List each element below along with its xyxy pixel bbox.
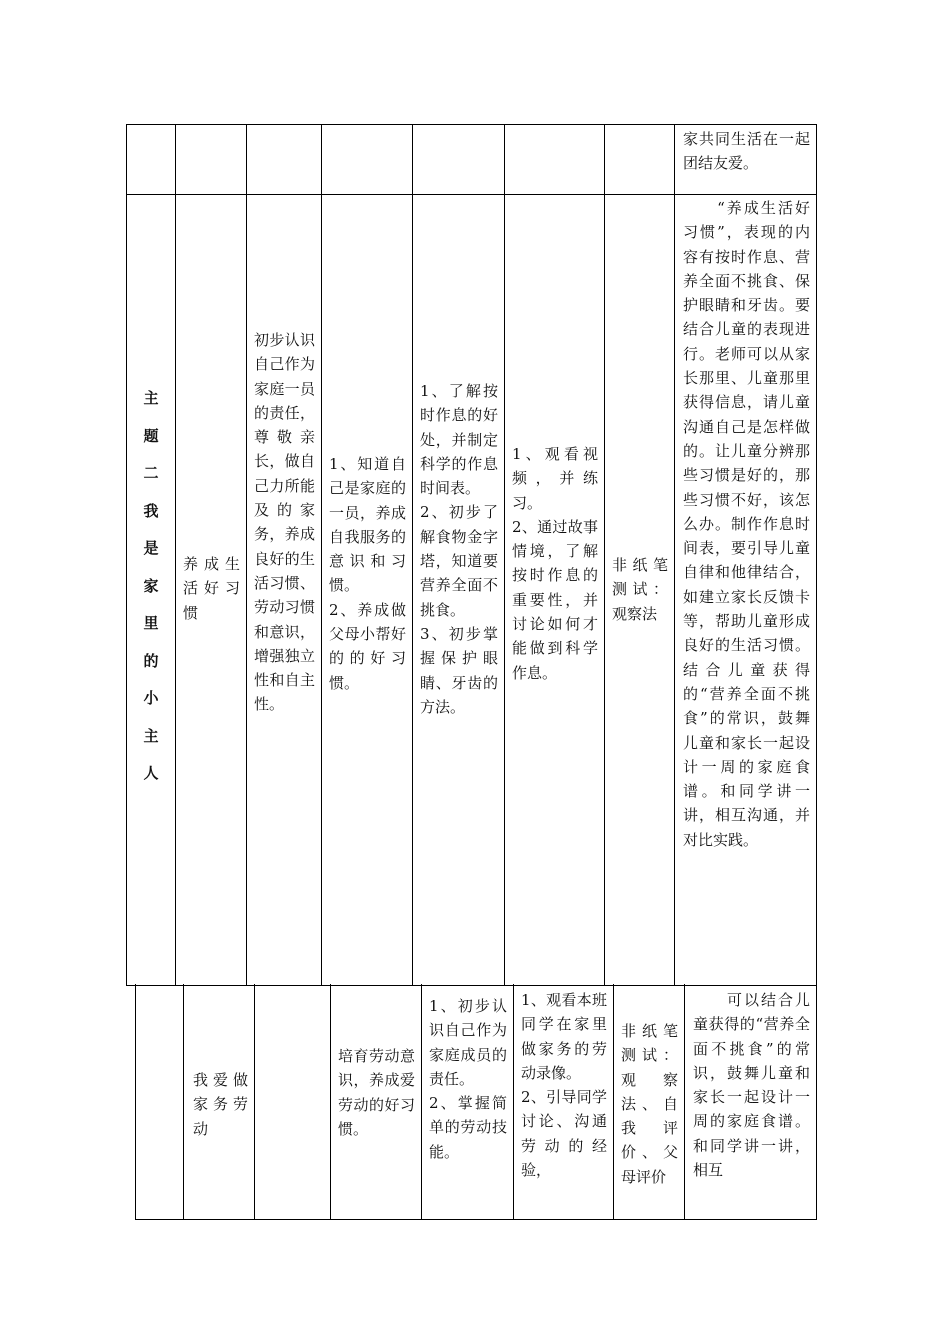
activities-cell: [505, 125, 605, 194]
subtopic-text: 养成生活好习惯: [183, 555, 240, 622]
goal-text: 初步认识自己作为家庭一员的责任，尊敬亲长，做自己力所能及的家务，养成良好的生活习惯、劳动习惯和意识，增强独立性和自主性。: [254, 331, 315, 714]
content-cell: [322, 195, 413, 985]
theme-title-char: 家: [143, 576, 159, 595]
note-cell: [675, 125, 816, 194]
requirements-cell: [413, 195, 505, 985]
curriculum-table-2: [135, 984, 817, 1220]
note-text: “养成生活好习惯”，表现的内容有按时作息、营养全面不挑食、保护眼睛和牙齿。要结合儿童的表现进行。老师可以从家长那里、儿童那里获得信息，请儿童沟通自己是怎样做的。让儿童分辨那些习惯是好的，那些习惯不好，该怎么办。制作作息时间表，要引导儿童自律和他律结合，如建立家长反馈卡等，帮助儿童形成良好的生活习惯。结合儿童获得的“营养全面不挑食”的常识，鼓舞儿童和家长一起设计一周的家庭食谱。和同学讲一讲，相互沟通，并对比实践。: [683, 199, 810, 849]
theme-title-char: 主: [143, 726, 159, 745]
table-row: [127, 125, 816, 194]
content-text: 培育劳动意识，养成爱劳动的好习惯。: [338, 1047, 415, 1138]
theme-cell: [127, 195, 176, 985]
activities-cell: [505, 195, 605, 985]
goal-cell: [247, 125, 322, 194]
theme-title-char: 二: [143, 464, 159, 482]
assessment-cell: [614, 984, 685, 1219]
subtopic-cell: [184, 984, 255, 1219]
assessment-text: 非纸笔测试：观察法、自我评价、父母评价: [621, 1022, 678, 1186]
theme-title-char: 主: [143, 389, 159, 407]
note-cell: [675, 195, 816, 985]
note-cell: [685, 984, 816, 1219]
table-row: [136, 984, 816, 1219]
theme-title-char: 我: [143, 501, 159, 520]
requirements-text: 1、初步认识自己作为家庭成员的责任。 2、掌握简单的劳动技能。: [429, 997, 507, 1161]
subtopic-text: 我爱做家务劳动: [193, 1071, 248, 1138]
content-cell: [322, 125, 413, 194]
note-text: 家共同生活在一起团结友爱。: [683, 130, 810, 173]
theme-title: [127, 380, 175, 793]
requirements-cell: [422, 984, 514, 1219]
theme-cell: [127, 125, 176, 194]
theme-cell: [136, 984, 184, 1219]
assessment-cell: [605, 195, 675, 985]
subtopic-cell: [176, 125, 247, 194]
activities-cell: [514, 984, 614, 1219]
goal-cell: [255, 984, 331, 1219]
theme-title-char: 是: [143, 539, 159, 557]
theme-title-char: 人: [143, 764, 159, 782]
assessment-text: 非纸笔测试：观察法: [612, 556, 668, 623]
theme-title-char: 题: [143, 426, 159, 445]
content-cell: [331, 984, 422, 1219]
requirements-text: 1、了解按时作息的好处，并制定科学的作息时间表。 2、初步了解食物金字塔，知道要营养全面不挑食。 3、初步掌握保护眼睛、牙齿的方法。: [420, 382, 498, 716]
table-row: [127, 195, 816, 985]
goal-cell: [247, 195, 322, 985]
assessment-cell: [605, 125, 675, 194]
subtopic-cell: [176, 195, 247, 985]
theme-title-char: 里: [143, 614, 159, 632]
theme-title-char: 的: [143, 651, 159, 670]
activities-text: 1、观看本班同学在家里做家务的劳动录像。 2、引导同学讨论、沟通劳动的经验，: [521, 991, 607, 1180]
content-text: 1、知道自己是家庭的一员，养成自我服务的意识和习惯。 2、养成做父母小帮好的的好习惯。: [329, 455, 406, 692]
requirements-cell: [413, 125, 505, 194]
curriculum-table-1: [126, 124, 817, 986]
theme-title-char: 小: [143, 689, 159, 707]
note-text: 可以结合儿童获得的“营养全面不挑食”的常识，鼓舞儿童和家长一起设计一周的家庭食谱。和同学讲一讲，相互: [693, 991, 810, 1180]
activities-text: 1、观看视频，并练习。 2、通过故事情境，了解按时作息的重要性，并讨论如何才能做到科学作息。: [512, 445, 598, 682]
